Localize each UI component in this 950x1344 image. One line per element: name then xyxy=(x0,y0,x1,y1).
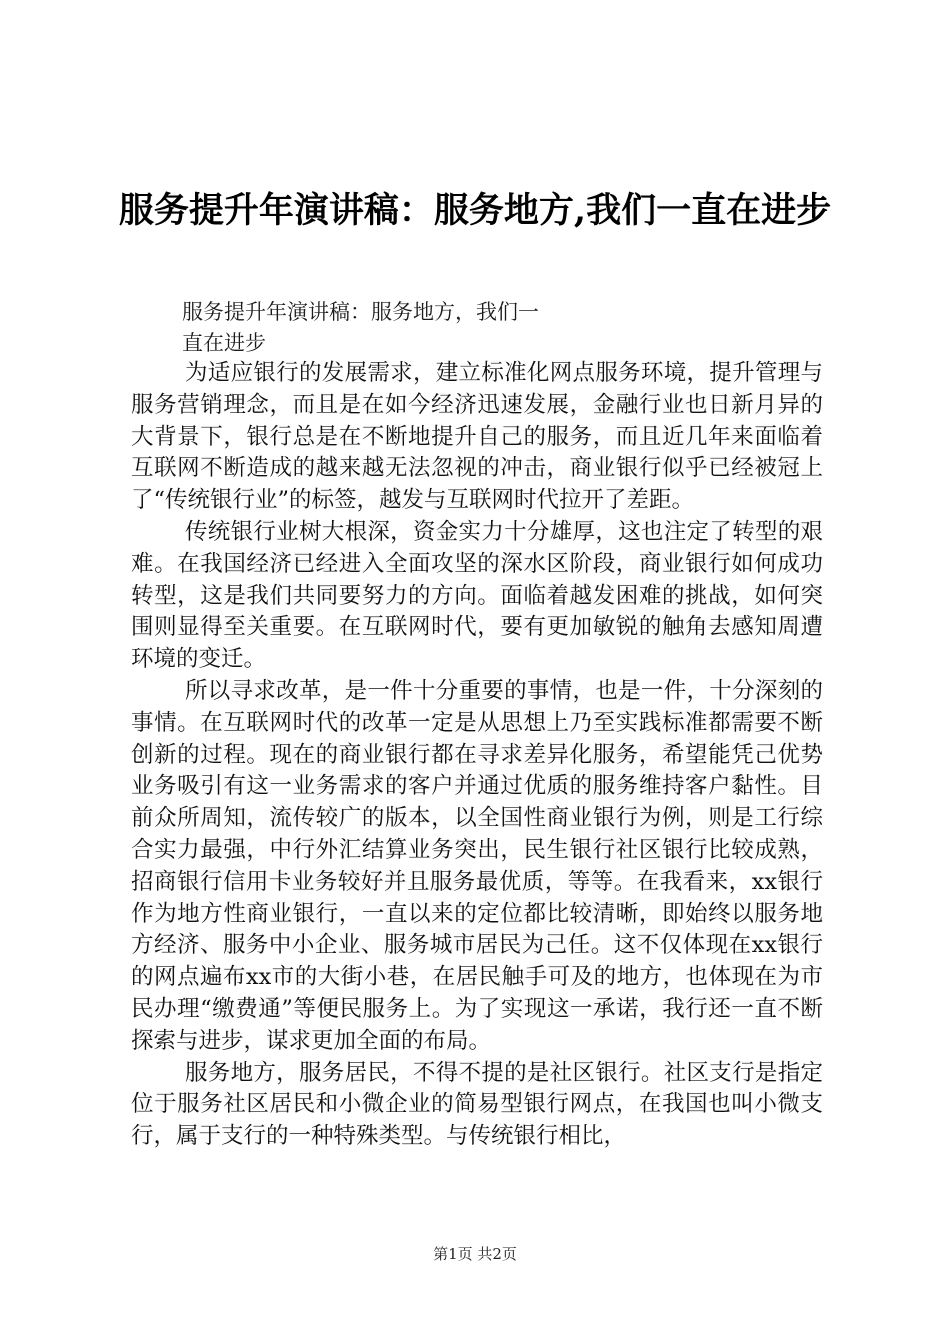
page-footer: 第1页 共2页 xyxy=(433,1245,517,1263)
paragraph-4: 服务地方，服务居民，不得不提的是社区银行。社区支行是指定位于服务社区居民和小微企业的简易型银行网点，在我国也叫小微支行，属于支行的一种特殊类型。与传统银行相比， xyxy=(131,1059,823,1150)
paragraph-2: 传统银行业树大根深，资金实力十分雄厚，这也注定了转型的艰难。在我国经济已经进入全面攻坚的深水区阶段，商业银行如何成功转型，这是我们共同要努力的方向。面临着越发困难的挑战，如何突围则显得至关重要。在互联网时代，要有更加敏锐的触角去感知周遭环境的变迁。 xyxy=(131,518,823,673)
document-title: 服务提升年演讲稿：服务地方,我们一直在进步 xyxy=(118,190,832,231)
paragraph-1: 为适应银行的发展需求，建立标准化网点服务环境，提升管理与服务营销理念，而且是在如今经济迅速发展，金融行业也日新月异的大背景下，银行总是在不断地提升自己的服务，而且近几年来面临着互联网不断造成的越来越无法忽视的冲击，商业银行似乎已经被冠上了“传统银行业”的标签，越发与互联网时代拉开了差距。 xyxy=(131,360,823,514)
document-subtitle xyxy=(182,297,822,359)
paragraph-3: 所以寻求改革，是一件十分重要的事情，也是一件，十分深刻的事情。在互联网时代的改革一定是从思想上乃至实践标准都需要不断创新的过程。现在的商业银行都在寻求差异化服务，希望能凭己优势业务吸引有这一业务需求的客户并通过优质的服务维持客户黏性。目前众所周知，流传较广的版本，以全国性商业银行为例，则是工行综合实力最强，中行外汇结算业务突出，民生银行社区银行比较成熟，招商银行信用卡业务较好并且服务最优质，等等。在我看来，xx银行作为地方性商业银行，一直以来的定位都比较清晰，即始终以服务地方经济、服务中小企业、服务城市居民为己任。这不仅体现在xx银行的网点遍布xx市的大街小巷，在居民触手可及的地方，也体现在为市民办理“缴费通”等便民服务上。为了实现这一承诺，我行还一直不断探索与进步，谋求更加全面的布局。 xyxy=(131,677,823,1054)
subtitle-line-1: 服务提升年演讲稿：服务地方，我们一 xyxy=(182,300,539,324)
subtitle-line-2: 直在进步 xyxy=(182,331,266,355)
document-body xyxy=(131,358,823,1153)
